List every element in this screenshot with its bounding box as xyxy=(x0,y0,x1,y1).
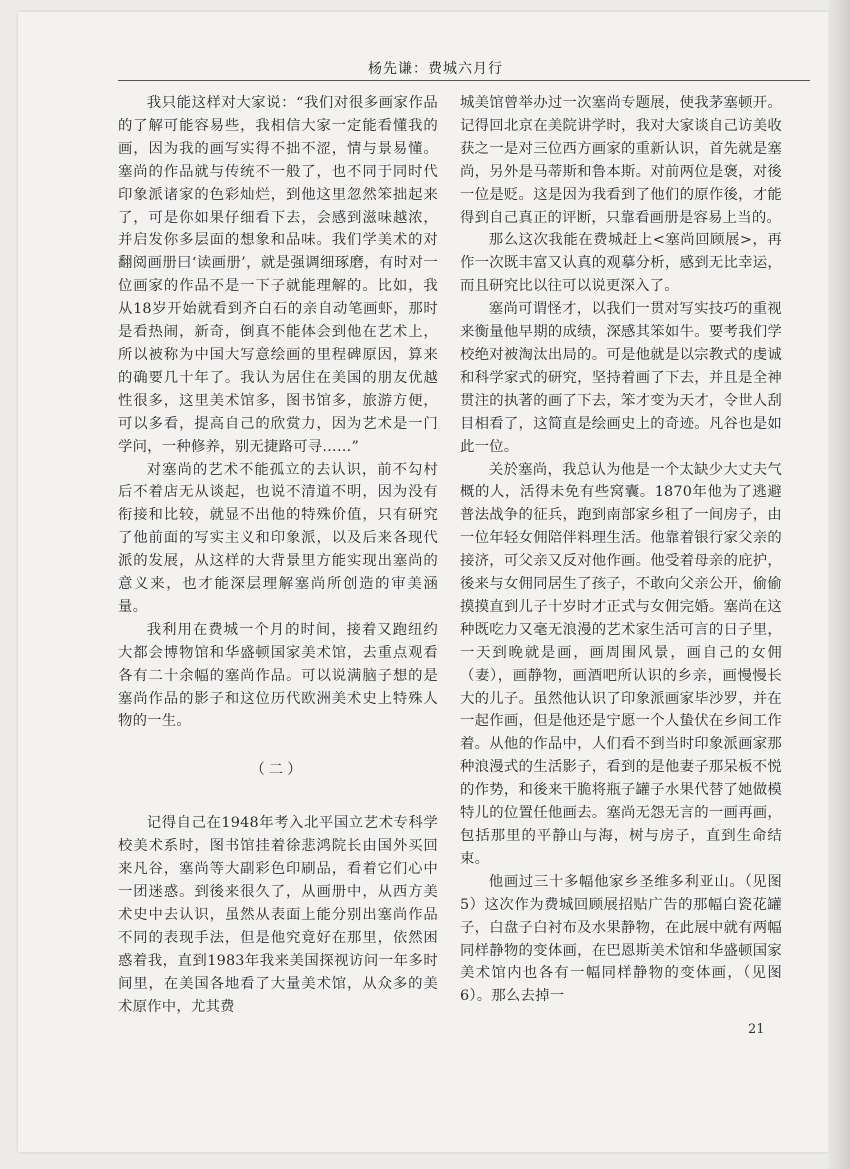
right-column xyxy=(460,92,782,1008)
paragraph: 塞尚可谓怪才，以我们一贯对写实技巧的重视来衡量他早期的成绩，深感其笨如牛。要考我们学校绝对被淘汰出局的。可是他就是以宗教式的虔诚和科学家式的研究，坚持着画了下去，并且是全神贯注的执著的画了下去，笨才变为天才，令世人刮目相看了，这简直是绘画史上的奇迹。凡谷也是如此一位。 xyxy=(460,301,782,455)
paragraph: 对塞尚的艺术不能孤立的去认识，前不勾村后不着店无从谈起，也说不清道不明，因为没有衔接和比较，就显不出他的特殊价值，只有研究了他前面的写实主义和印象派，以及后来各现代派的发展，从这样的大背景里方能实现出塞尚的意义来，也才能深层理解塞尚所创造的审美涵量。 xyxy=(118,461,438,615)
paragraph: 我只能这样对大家说：“我们对很多画家作品的了解可能容易些，我相信大家一定能看懂我的画，因为我的画写实得不拙不涩，情与景易懂。塞尚的作品就与传统不一般了，也不同于同时代印象派诸家的色彩灿烂，到他这里忽然笨拙起来了，可是你如果仔细看下去，会感到滋味越浓，并启发你多层面的想象和品味。我们学美术的对翻阅画册曰‘读画册’，就是强调细琢磨，有时对一位画家的作品不是一下子就能理解的。比如，我从18岁开始就看到齐白石的亲自动笔画虾，那时是看热闹，新奇，倒真不能体会到他在艺术上，所以被称为中国大写意绘画的里程碑原因，算来的确要几十年了。我认为居住在美国的朋友优越性很多，这里美术馆多，图书馆多，旅游方便，可以多看，提高自己的欣赏力，因为艺术是一门学问，一种修养，别无捷路可寻……” xyxy=(118,95,438,455)
paragraph: 关於塞尚，我总认为他是一个太缺少大丈夫气概的人，活得未免有些窝囊。1870年他为了逃避普法战争的征兵，跑到南部家乡租了一间房子，由一位年轻女佣陪伴料理生活。他靠着银行家父亲的接济，可父亲又反对他作画。他受着母亲的庇护，後来与女佣同居生了孩子，不敢向父亲公开，偷偷摸摸直到儿子十岁时才正式与女佣完婚。塞尚在这种既吃力又毫无浪漫的艺术家生活可言的日子里，一天到晚就是画，画周围风景，画自己的女佣（妻），画静物，画酒吧所认识的乡亲，画慢慢长大的儿子。虽然他认识了印象派画家毕沙罗，并在一起作画，但是他还是宁愿一个人蛰伏在乡间工作着。从他的作品中，人们看不到当时印象派画家那种浪漫式的生活影子，看到的是他妻子那呆板不悦的作势，和後来干脆将瓶子罐子水果代替了她做模特儿的位置任他画去。塞尚无怨无言的一画再画，包括那里的平静山与海，树与房子，直到生命结束。 xyxy=(460,461,782,867)
header-title: 杨先谦：费城六月行 xyxy=(368,61,503,77)
paragraph: 他画过三十多幅他家乡圣维多利亚山。（见图5）这次作为费城回顾展招贴广告的那幅白瓷花罐子，白盘子白衬布及水果静物，在此展中就有两幅同样静物的变体画，在巴恩斯美术馆和华盛顿国家美术馆内也各有一幅同样静物的变体画，（见图6）。那么去掉一 xyxy=(460,873,782,1005)
paragraph: 记得自己在1948年考入北平国立艺术专科学校美术系时，图书馆挂着徐悲鸿院长由国外买回来凡谷，塞尚等大副彩色印刷品，看着它们心中一团迷惑。到後来很久了，从画册中，从西方美术史中去认识，虽然从表面上能分别出塞尚作品不同的表现手法，但是他究竟好在那里，依然困惑着我，直到1983年我来美国探视访问一年多时间里，在美国各地看了大量美术馆，从众多的美术原作中，尤其费 xyxy=(118,815,438,1015)
header-rule xyxy=(118,80,810,81)
left-column xyxy=(118,92,438,1018)
book-spine-edge xyxy=(828,0,850,1169)
page-number: 21 xyxy=(748,1022,765,1037)
paragraph: 那么这次我能在费城赶上<塞尚回顾展>，再作一次既丰富又认真的观摹分析，感到无比幸运，而且研究比以往可以说更深入了。 xyxy=(460,232,782,295)
paragraph: 我利用在费城一个月的时间，接着又跑纽约大都会博物馆和华盛顿国家美术馆，去重点观看各有二十余幅的塞尚作品。可以说满脑子想的是塞尚作品的影子和这位历代欧洲美术史上特殊人物的一生。 xyxy=(118,621,438,730)
paragraph: 城美馆曾举办过一次塞尚专题展，使我茅塞顿开。记得回北京在美院讲学时，我对大家谈自己访美收获之一是对三位西方画家的重新认识，首先就是塞尚，另外是马蒂斯和鲁本斯。对前两位是褒，对後一位是贬。这是因为我看到了他们的原作後，才能得到自己真正的评断，只靠看画册是容易上当的。 xyxy=(460,95,782,226)
section-heading: （二） xyxy=(250,762,306,779)
running-header xyxy=(0,0,850,82)
